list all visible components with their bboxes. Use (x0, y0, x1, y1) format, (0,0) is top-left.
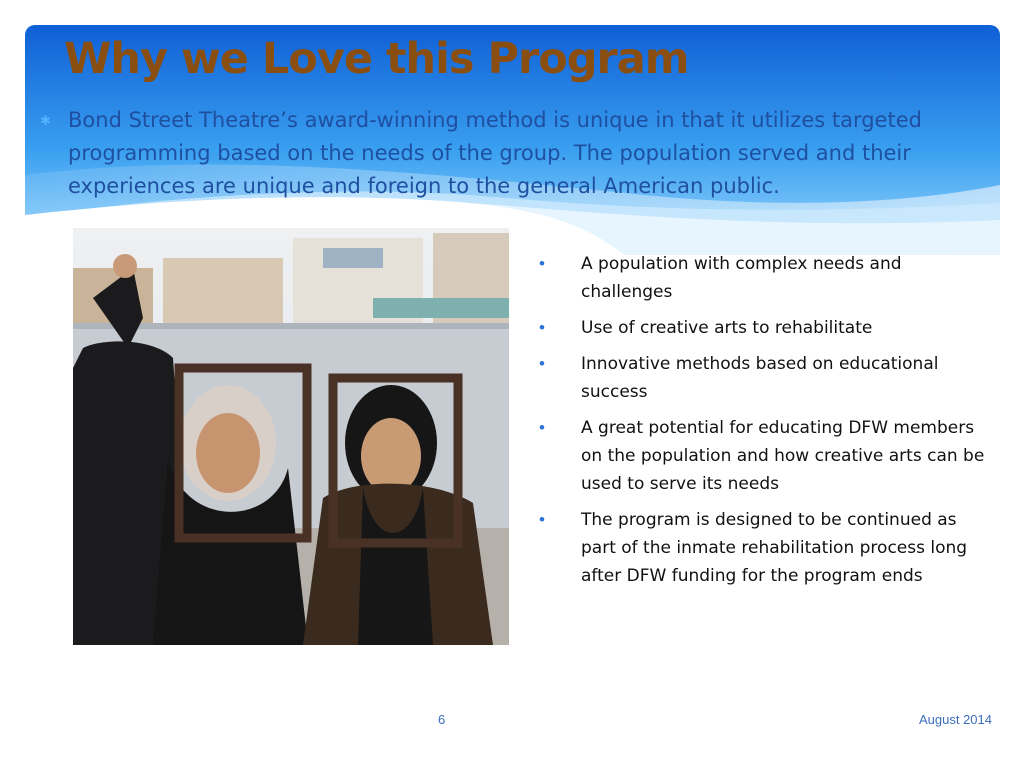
intro-text: Bond Street Theatre’s award-winning method is unique in that it utilizes targeted programming based on the needs of the group. The population served and their experiences are unique and foreign to the general American public. (68, 108, 922, 198)
list-item (536, 314, 988, 342)
bullet-list (536, 250, 988, 598)
dot-bullet-icon: • (539, 254, 545, 273)
dot-bullet-icon: • (539, 318, 545, 337)
list-item (536, 350, 988, 406)
page-number: 6 (438, 712, 446, 727)
bullet-text: A great potential for educating DFW members on the population and how creative arts can be used to serve its needs (581, 418, 985, 494)
intro-paragraph (40, 104, 995, 203)
bullet-text: The program is designed to be continued as part of the inmate rehabilitation process long after DFW funding for the program ends (581, 510, 968, 586)
list-item (536, 506, 988, 590)
theatre-photo (73, 228, 509, 645)
list-item (536, 250, 988, 306)
slide-title: Why we Love this Program (64, 34, 689, 84)
bullet-text: A population with complex needs and challenges (581, 254, 902, 302)
photo-illustration (73, 228, 509, 645)
dot-bullet-icon: • (539, 354, 545, 373)
dot-bullet-icon: • (539, 510, 545, 529)
asterisk-bullet-icon: ✱ (40, 113, 51, 128)
dot-bullet-icon: • (539, 418, 545, 437)
footer-date: August 2014 (918, 712, 992, 727)
bullet-text: Innovative methods based on educational success (581, 354, 939, 402)
bullet-text: Use of creative arts to rehabilitate (581, 318, 873, 338)
list-item (536, 414, 988, 498)
